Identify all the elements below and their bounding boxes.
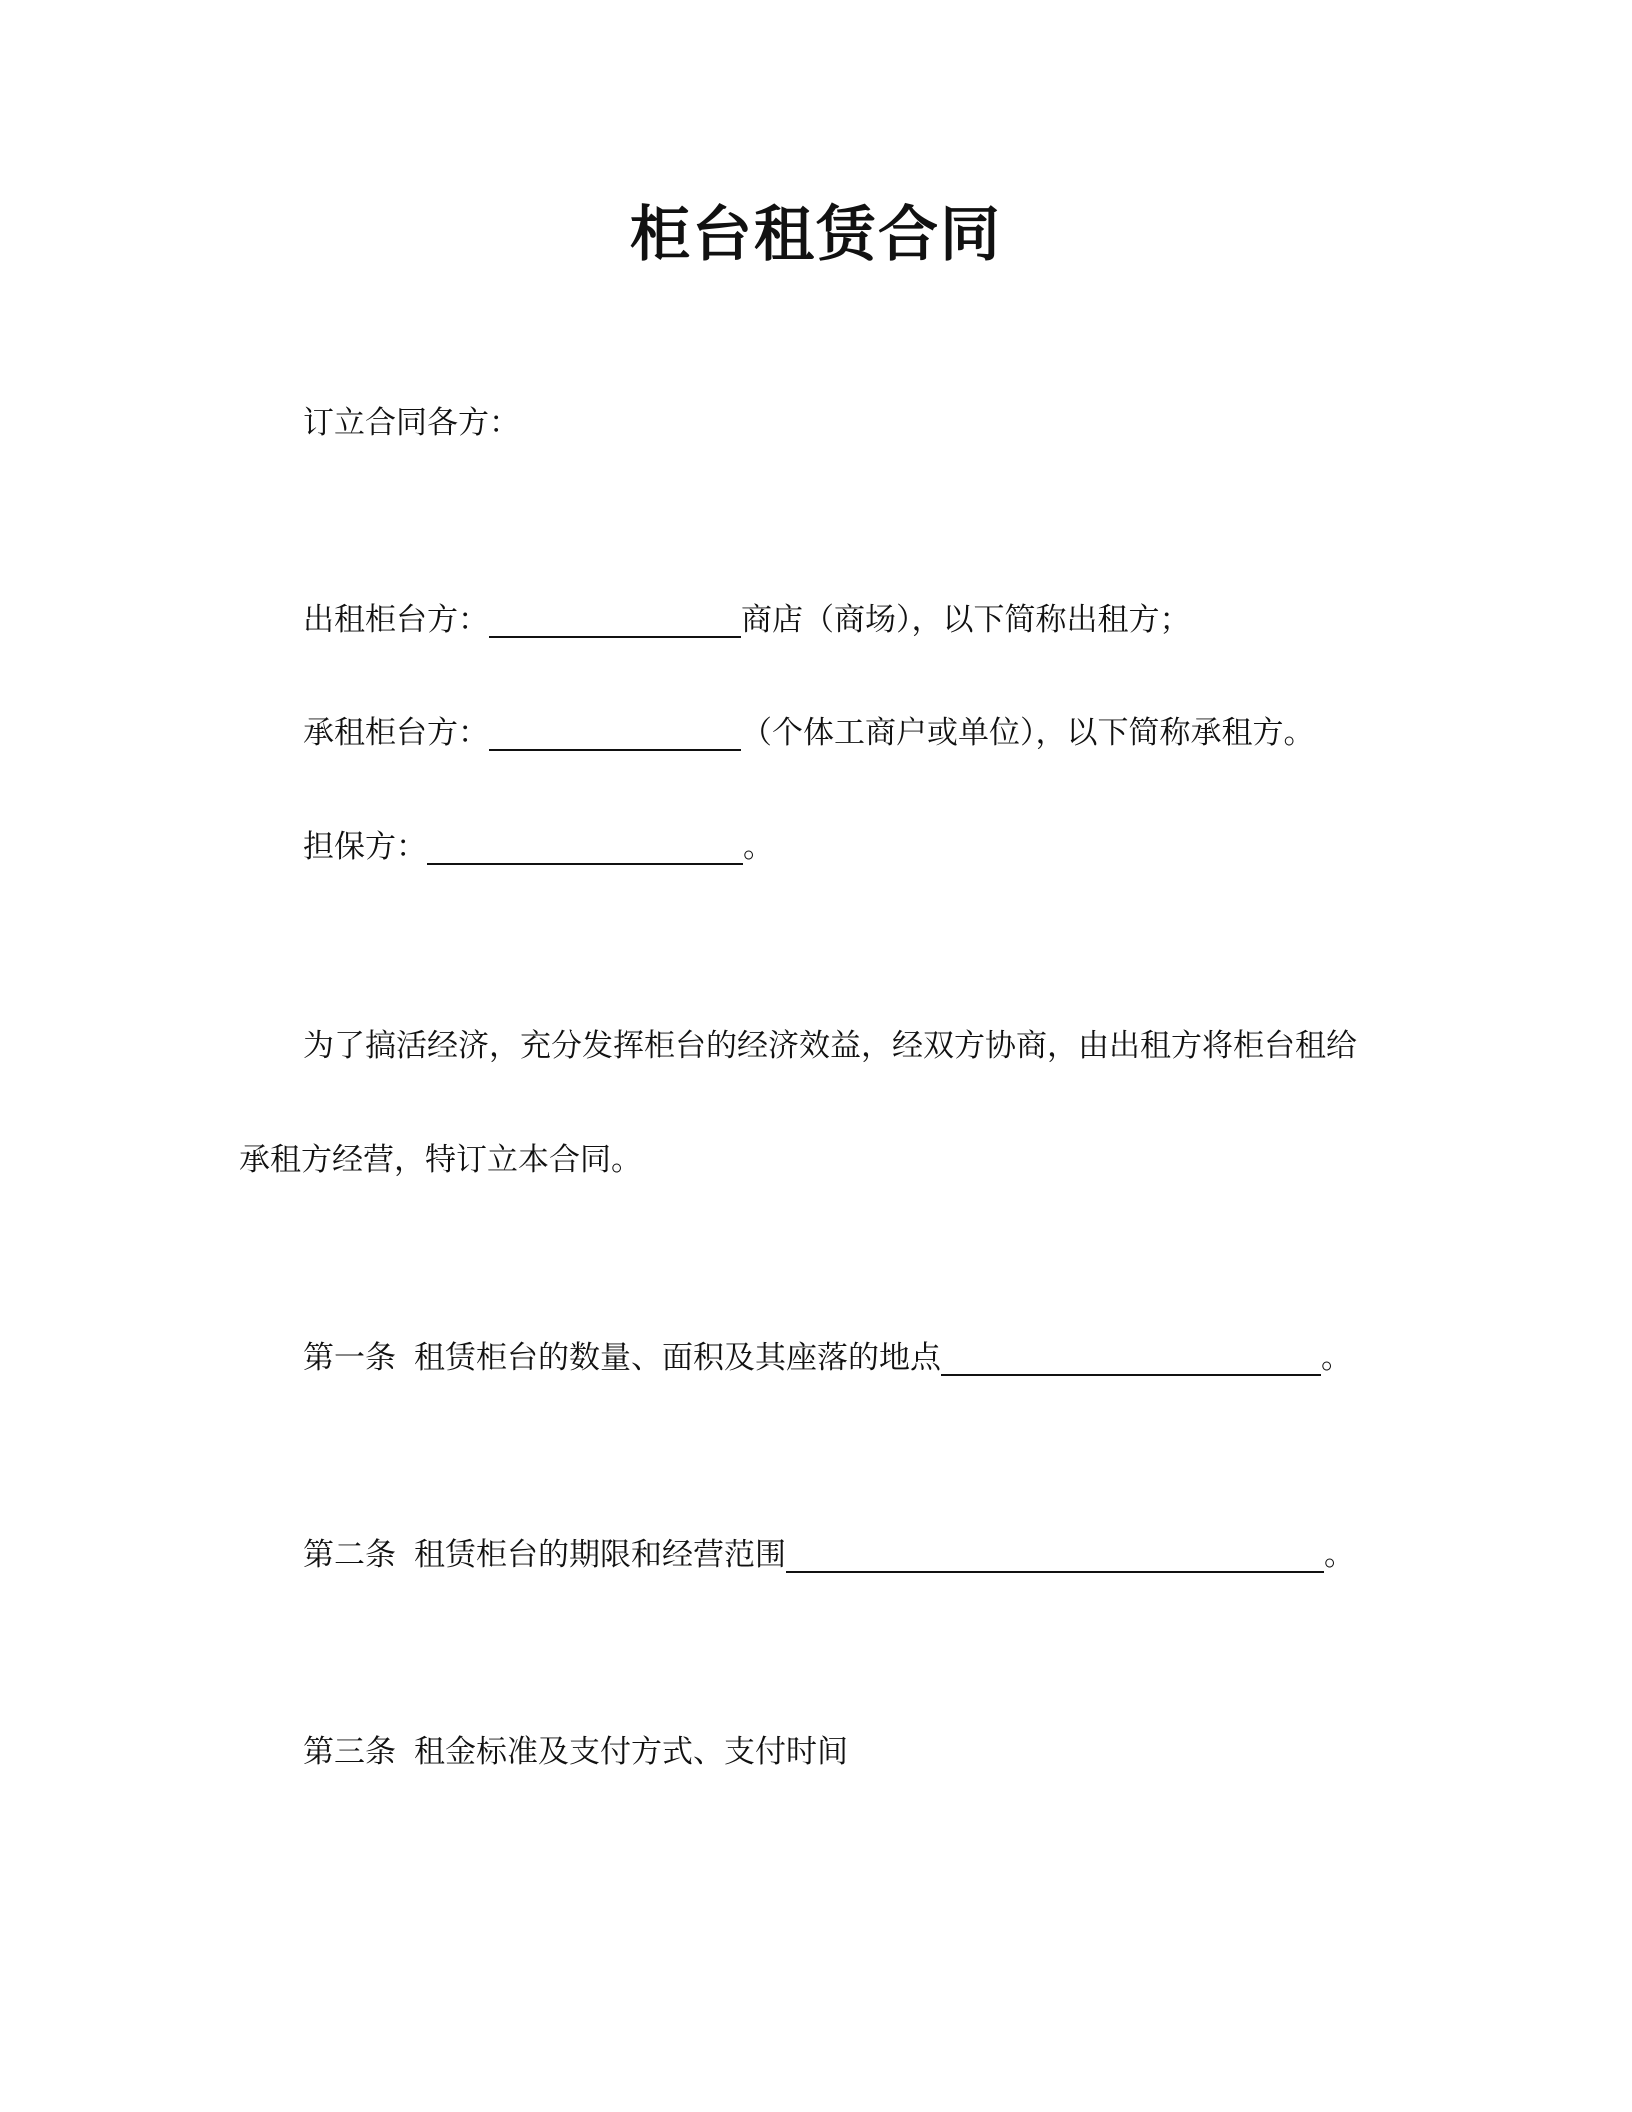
lessee-suffix: （个体工商户或单位），以下简称承租方。	[741, 715, 1315, 751]
lessee-label: 承租柜台方：	[303, 715, 489, 751]
article-1-suffix: 。	[1321, 1340, 1352, 1376]
article-3-text: 租金标准及支付方式、支付时间	[414, 1734, 848, 1770]
article-1	[303, 1333, 1352, 1383]
article-2-blank	[786, 1537, 1324, 1573]
lessor-suffix: 商店（商场），以下简称出租方；	[741, 602, 1191, 638]
article-3	[303, 1727, 848, 1777]
lessee-line	[303, 708, 1315, 758]
preamble-line-1: 为了搞活经济，充分发挥柜台的经济效益，经双方协商，由出租方将柜台租给	[303, 1028, 1357, 1064]
lessee-blank	[489, 715, 741, 751]
guarantor-label: 担保方：	[303, 829, 427, 865]
article-1-number: 第一条	[303, 1340, 396, 1376]
article-1-text: 租赁柜台的数量、面积及其座落的地点	[414, 1340, 941, 1376]
parties-heading: 订立合同各方：	[303, 405, 520, 441]
lessor-label: 出租柜台方：	[303, 602, 489, 638]
guarantor-suffix: 。	[743, 829, 774, 865]
guarantor-line	[303, 822, 774, 872]
guarantor-blank	[427, 829, 743, 865]
article-2	[303, 1530, 1355, 1580]
article-2-text: 租赁柜台的期限和经营范围	[414, 1537, 786, 1573]
preamble-line-2: 承租方经营，特订立本合同。	[239, 1142, 642, 1178]
document-title: 柜台租赁合同	[630, 200, 1002, 270]
article-1-blank	[941, 1340, 1321, 1376]
lessor-blank	[489, 602, 741, 638]
article-2-suffix: 。	[1324, 1537, 1355, 1573]
article-3-number: 第三条	[303, 1734, 396, 1770]
lessor-line	[303, 595, 1191, 645]
article-2-number: 第二条	[303, 1537, 396, 1573]
